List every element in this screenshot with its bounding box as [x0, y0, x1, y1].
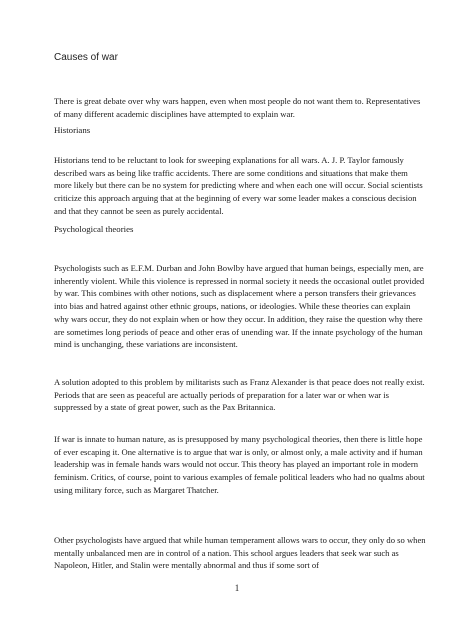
- page-number: 1: [234, 583, 240, 593]
- section-heading-historians: Historians: [54, 125, 91, 135]
- psychological-paragraph-1: Psychologists such as E.F.M. Durban and John Bowlby have argued that human beings, especially men, are inherently violent. While this violence is repressed in normal society it needs the occasional outlet provided by war. This combines with other notions, such as displacement where a person transfers their grievances into bias and hatred against other ethnic groups, nations, or ideologies. While these theories can explain why wars occur, they do not explain when or how they occur. In addition, they raise the question why there are sometimes long periods of peace and other eras of unending war. If the innate psychology of the human mind is unchanging, these variations are inconsistent.: [54, 263, 425, 350]
- section-heading-psychological: Psychological theories: [54, 224, 134, 234]
- psychological-paragraph-3: If war is innate to human nature, as is presupposed by many psychological theories, then there is little hope of ever escaping it. One alternative is to argue that war is only, or almost only, a male activity and if human leadership was in female hands wars would not occur. This theory has played an important role in modern feminism. Critics, of course, point to various examples of female political leaders who had no qualms about using military force, such as Margaret Thatcher.: [54, 434, 425, 495]
- psychological-paragraph-4: Other psychologists have argued that while human temperament allows wars to occur, they only do so when mentally unbalanced men are in control of a nation. This school argues leaders that seek war such as Napoleon, Hitler, and Stalin were mentally abnormal and thus if some sort of: [54, 535, 426, 571]
- intro-paragraph: There is great debate over why wars happen, even when most people do not want them to. Representatives of many different academic disciplines have attempted to explain war.: [54, 96, 421, 119]
- document-title: Causes of war: [54, 52, 118, 63]
- psychological-paragraph-2: A solution adopted to this problem by militarists such as Franz Alexander is that peace does not really exist. Periods that are seen as peaceful are actually periods of preparation for a later war or when war is suppressed by a state of great power, such as the Pax Britannica.: [54, 377, 425, 413]
- historians-paragraph: Historians tend to be reluctant to look for sweeping explanations for all wars. A. J. P. Taylor famously described wars as being like traffic accidents. There are some conditions and situations that make them more likely but there can be no system for predicting where and when each one will occur. Social scientists criticize this approach arguing that at the beginning of every war some leader makes a conscious decision and that they cannot be seen as purely accidental.: [54, 155, 423, 216]
